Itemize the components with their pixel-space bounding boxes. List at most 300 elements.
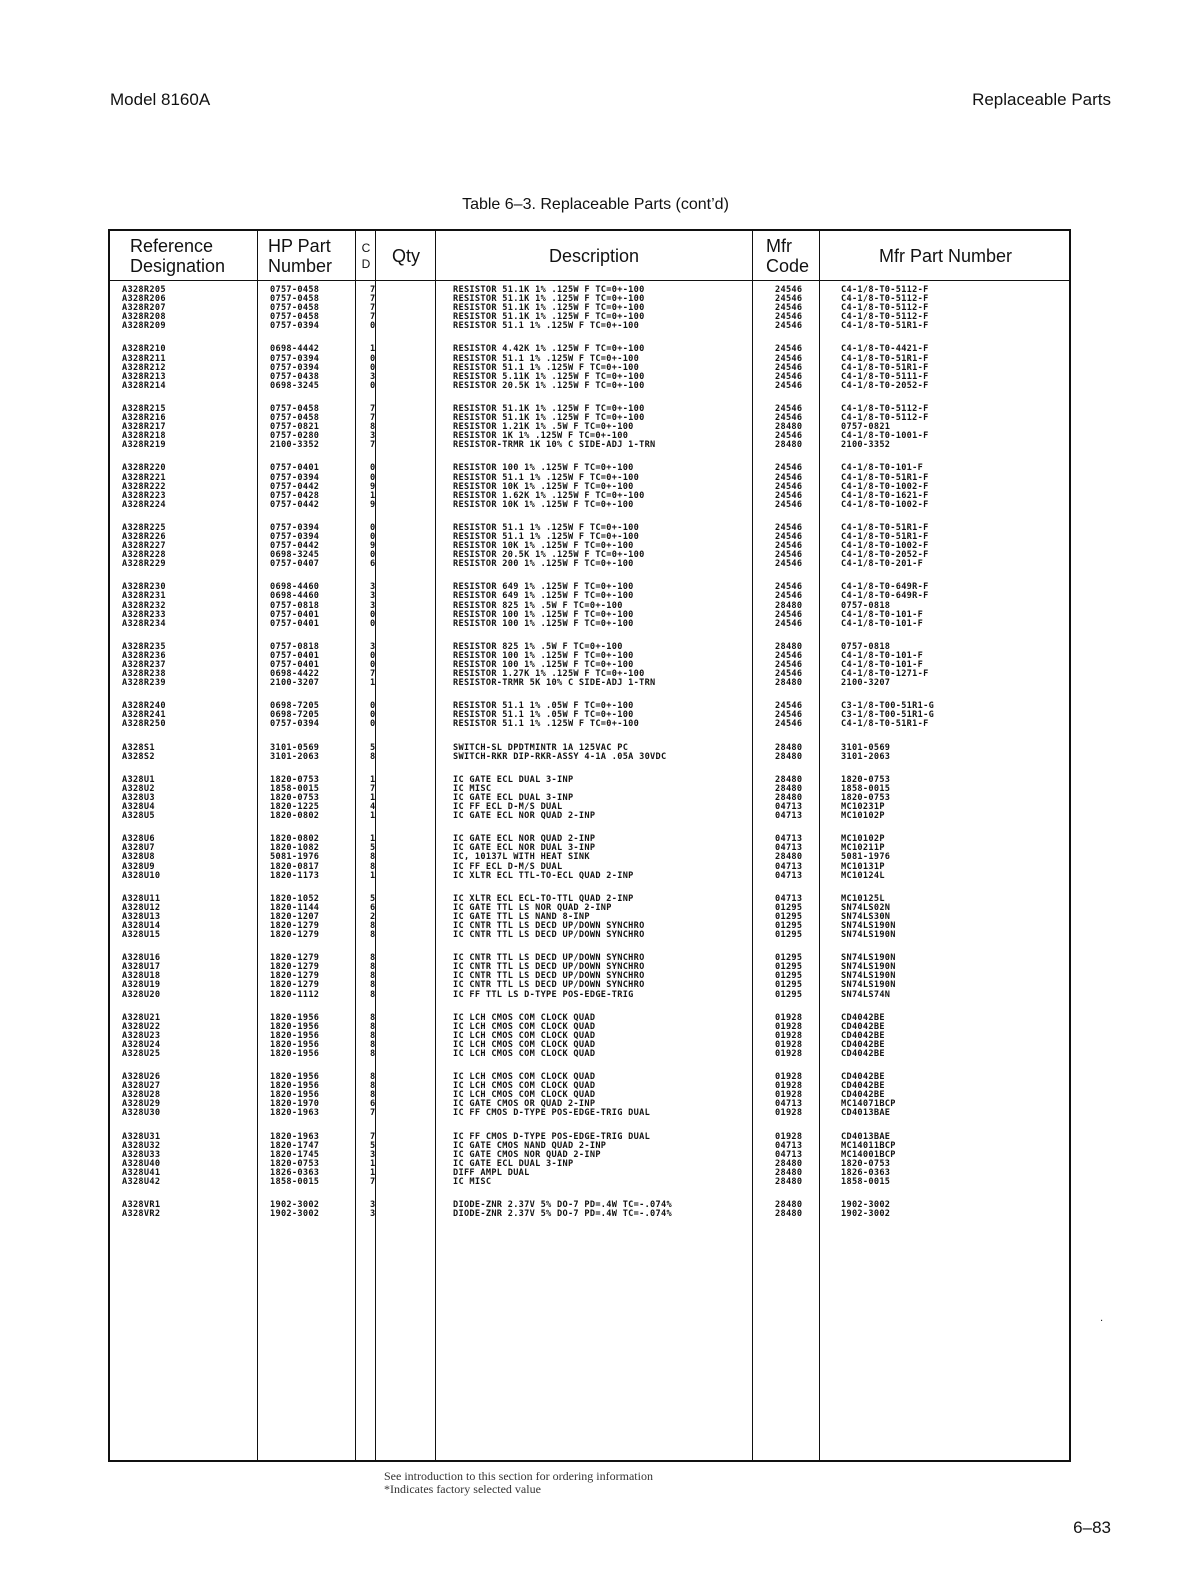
table-row bbox=[110, 1178, 1069, 1187]
mfr-code: 01928 bbox=[775, 1039, 803, 1050]
ref-designation: A328R232 bbox=[122, 600, 166, 611]
cd-digit: 0 bbox=[370, 522, 376, 533]
cd-digit: 1 bbox=[370, 344, 376, 355]
mfr-code: 01928 bbox=[775, 1030, 803, 1041]
mfr-code: 01295 bbox=[775, 911, 803, 922]
ref-designation: A328U32 bbox=[122, 1140, 161, 1151]
cd-digit: 6 bbox=[370, 902, 376, 913]
mfr-part-number: SN74LS190N bbox=[841, 920, 896, 931]
description: IC LCH CMOS COM CLOCK QUAD bbox=[453, 1012, 596, 1023]
description: RESISTOR 51.1K 1% .125W F TC=0+-100 bbox=[453, 285, 645, 295]
mfr-part-number: CD4042BE bbox=[841, 1030, 885, 1041]
hp-part-number: 1820-1279 bbox=[270, 930, 320, 941]
cd-digit: 4 bbox=[370, 802, 376, 813]
mfr-code: 01295 bbox=[775, 930, 803, 941]
mfr-code: 24546 bbox=[775, 719, 803, 730]
hp-part-number: 0757-0401 bbox=[270, 650, 320, 661]
ref-designation: A328R225 bbox=[122, 522, 166, 533]
description: RESISTOR 51.1 1% .125W F TC=0+-100 bbox=[453, 472, 640, 483]
col-header-ref-line2: Designation bbox=[130, 256, 226, 276]
table-row bbox=[110, 620, 1069, 629]
hp-part-number: 1820-1279 bbox=[270, 980, 320, 991]
description: IC GATE CMOS NAND QUAD 2-INP bbox=[453, 1140, 607, 1151]
hp-part-number: 1820-1082 bbox=[270, 843, 320, 854]
mfr-code: 28480 bbox=[775, 641, 803, 652]
cd-digit: 8 bbox=[370, 1030, 376, 1041]
col-header-desc-label: Description bbox=[548, 246, 640, 266]
hp-part-number: 0757-0458 bbox=[270, 285, 320, 295]
cd-digit: 8 bbox=[370, 1039, 376, 1050]
cd-digit: 8 bbox=[370, 1072, 376, 1083]
cd-digit: 7 bbox=[370, 669, 376, 680]
mfr-code: 24546 bbox=[775, 403, 803, 414]
mfr-part-number: SN74LS74N bbox=[841, 989, 891, 1000]
col-header-hp-part bbox=[268, 233, 332, 279]
mfr-part-number: CD4042BE bbox=[841, 1012, 885, 1023]
table-row bbox=[110, 853, 1069, 862]
description: RESISTOR-TRMR 5K 10% C SIDE-ADJ 1-TRN bbox=[453, 678, 656, 689]
parts-group bbox=[110, 835, 1069, 880]
hp-part-number: 1902-3002 bbox=[270, 1209, 320, 1220]
hp-part-number: 0757-0428 bbox=[270, 490, 320, 501]
table-row bbox=[110, 1160, 1069, 1169]
section-label: Replaceable Parts bbox=[972, 90, 1111, 109]
cd-digit: 7 bbox=[370, 1131, 376, 1142]
cd-digit: 0 bbox=[370, 710, 376, 721]
ref-designation: A328R217 bbox=[122, 422, 166, 433]
ref-designation: A328R234 bbox=[122, 618, 166, 629]
description: RESISTOR 100 1% .125W F TC=0+-100 bbox=[453, 609, 634, 620]
description: RESISTOR 4.42K 1% .125W F TC=0+-100 bbox=[453, 344, 645, 355]
description: RESISTOR 1.27K 1% .125W F TC=0+-100 bbox=[453, 669, 645, 680]
description: RESISTOR 100 1% .125W F TC=0+-100 bbox=[453, 463, 634, 474]
description: IC GATE ECL NOR QUAD 2-INP bbox=[453, 834, 596, 845]
description: IC LCH CMOS COM CLOCK QUAD bbox=[453, 1030, 596, 1041]
table-row bbox=[110, 1151, 1069, 1160]
ref-designation: A328U6 bbox=[122, 834, 155, 845]
mfr-part-number: MC10131P bbox=[841, 861, 885, 872]
cd-digit: 0 bbox=[370, 463, 376, 474]
mfr-part-number: MC14071BCP bbox=[841, 1099, 896, 1110]
hp-part-number: 0698-7205 bbox=[270, 710, 320, 721]
ref-designation: A328R229 bbox=[122, 559, 166, 570]
table-row bbox=[110, 753, 1069, 762]
mfr-code: 24546 bbox=[775, 312, 803, 323]
ref-designation: A328R224 bbox=[122, 499, 166, 510]
description: IC CNTR TTL LS DECD UP/DOWN SYNCHRO bbox=[453, 920, 645, 931]
description: RESISTOR 51.1 1% .125W F TC=0+-100 bbox=[453, 522, 640, 533]
hp-part-number: 5081-1976 bbox=[270, 852, 320, 863]
description: DIODE-ZNR 2.37V 5% DO-7 PD=.4W TC=-.074% bbox=[453, 1209, 672, 1220]
mfr-code: 24546 bbox=[775, 344, 803, 355]
cd-digit: 3 bbox=[370, 600, 376, 611]
col-header-mfr-part-number bbox=[820, 233, 1071, 279]
mfr-part-number: C4-1/8-T0-5112-F bbox=[841, 413, 929, 424]
description: RESISTOR 10K 1% .125W F TC=0+-100 bbox=[453, 481, 634, 492]
hp-part-number: 0757-0280 bbox=[270, 431, 320, 442]
description: IC LCH CMOS COM CLOCK QUAD bbox=[453, 1021, 596, 1032]
col-header-code-line1: Mfr bbox=[766, 236, 792, 256]
mfr-code: 24546 bbox=[775, 550, 803, 561]
description: IC GATE ECL DUAL 3-INP bbox=[453, 792, 574, 803]
cd-digit: 0 bbox=[370, 660, 376, 670]
ref-designation: A328VR1 bbox=[122, 1200, 161, 1211]
table-row bbox=[110, 560, 1069, 569]
description: DIFF AMPL DUAL bbox=[453, 1167, 530, 1178]
table-row bbox=[110, 679, 1069, 688]
ref-designation: A328R233 bbox=[122, 609, 166, 620]
col-header-cd-line2: D bbox=[361, 257, 371, 271]
ref-designation: A328U27 bbox=[122, 1081, 161, 1092]
ref-designation: A328S2 bbox=[122, 751, 155, 762]
cd-digit: 5 bbox=[370, 742, 376, 753]
parts-group bbox=[110, 286, 1069, 331]
mfr-code: 24546 bbox=[775, 541, 803, 552]
mfr-code: 24546 bbox=[775, 701, 803, 712]
stray-mark: · bbox=[1100, 1316, 1104, 1327]
table-row bbox=[110, 794, 1069, 803]
description: RESISTOR 51.1K 1% .125W F TC=0+-100 bbox=[453, 403, 645, 414]
parts-group bbox=[110, 954, 1069, 999]
ref-designation: A328R239 bbox=[122, 678, 166, 689]
mfr-code: 28480 bbox=[775, 1209, 803, 1220]
ref-designation: A328R228 bbox=[122, 550, 166, 561]
cd-digit: 3 bbox=[370, 1200, 376, 1211]
mfr-code: 24546 bbox=[775, 380, 803, 391]
description: IC FF ECL D-M/S DUAL bbox=[453, 802, 563, 813]
mfr-code: 24546 bbox=[775, 522, 803, 533]
hp-part-number: 3101-0569 bbox=[270, 742, 320, 753]
hp-part-number: 1858-0015 bbox=[270, 1177, 320, 1188]
mfr-code: 01928 bbox=[775, 1108, 803, 1119]
parts-group bbox=[110, 464, 1069, 509]
mfr-part-number: 1902-3002 bbox=[841, 1200, 891, 1211]
hp-part-number: 1820-1956 bbox=[270, 1081, 320, 1092]
mfr-code: 01295 bbox=[775, 971, 803, 982]
mfr-code: 01928 bbox=[775, 1072, 803, 1083]
mfr-code: 01928 bbox=[775, 1081, 803, 1092]
hp-part-number: 0757-0818 bbox=[270, 641, 320, 652]
mfr-code: 04713 bbox=[775, 1140, 803, 1151]
description: IC LCH CMOS COM CLOCK QUAD bbox=[453, 1049, 596, 1059]
parts-group bbox=[110, 776, 1069, 821]
ref-designation: A328R223 bbox=[122, 490, 166, 501]
cd-digit: 3 bbox=[370, 371, 376, 382]
ref-designation: A328R214 bbox=[122, 380, 166, 391]
cd-digit: 1 bbox=[370, 774, 376, 785]
hp-part-number: 1820-1279 bbox=[270, 953, 320, 964]
mfr-part-number: 1858-0015 bbox=[841, 1177, 891, 1188]
mfr-code: 24546 bbox=[775, 650, 803, 661]
mfr-part-number: C4-1/8-T0-1001-F bbox=[841, 431, 929, 442]
ref-designation: A328U24 bbox=[122, 1039, 161, 1050]
hp-part-number: 1820-1956 bbox=[270, 1072, 320, 1083]
mfr-part-number: SN74LS190N bbox=[841, 971, 896, 982]
description: IC FF ECL D-M/S DUAL bbox=[453, 861, 563, 872]
ref-designation: A328R218 bbox=[122, 431, 166, 442]
hp-part-number: 0757-0458 bbox=[270, 403, 320, 414]
header-divider bbox=[110, 280, 1069, 281]
description: IC MISC bbox=[453, 783, 492, 794]
ref-designation: A328U19 bbox=[122, 980, 161, 991]
hp-part-number: 0757-0394 bbox=[270, 531, 320, 542]
ref-designation: A328U29 bbox=[122, 1099, 161, 1110]
table-row bbox=[110, 872, 1069, 881]
description: IC, 10137L WITH HEAT SINK bbox=[453, 852, 590, 863]
ref-designation: A328U4 bbox=[122, 802, 155, 813]
cd-digit: 1 bbox=[370, 490, 376, 501]
cd-digit: 8 bbox=[370, 852, 376, 863]
model-label: Model 8160A bbox=[110, 90, 211, 109]
ref-designation: A328U9 bbox=[122, 861, 155, 872]
ref-designation: A328R220 bbox=[122, 463, 166, 474]
cd-digit: 8 bbox=[370, 980, 376, 991]
description: IC MISC bbox=[453, 1177, 492, 1188]
col-header-hp-line2: Number bbox=[268, 256, 333, 276]
parts-group bbox=[110, 643, 1069, 688]
description: IC LCH CMOS COM CLOCK QUAD bbox=[453, 1072, 596, 1083]
ref-designation: A328U21 bbox=[122, 1012, 161, 1023]
ref-designation: A328U12 bbox=[122, 902, 161, 913]
hp-part-number: 0757-0394 bbox=[270, 353, 320, 364]
mfr-code: 28480 bbox=[775, 774, 803, 785]
hp-part-number: 0757-0818 bbox=[270, 600, 320, 611]
hp-part-number: 2100-3352 bbox=[270, 440, 320, 451]
description: RESISTOR 51.1 1% .125W F TC=0+-100 bbox=[453, 362, 640, 373]
hp-part-number: 0757-0442 bbox=[270, 541, 320, 552]
ref-designation: A328U23 bbox=[122, 1030, 161, 1041]
hp-part-number: 1820-1956 bbox=[270, 1090, 320, 1101]
cd-digit: 6 bbox=[370, 559, 376, 570]
cd-digit: 7 bbox=[370, 294, 376, 305]
mfr-code: 01928 bbox=[775, 1131, 803, 1142]
mfr-code: 04713 bbox=[775, 870, 803, 881]
hp-part-number: 0698-4442 bbox=[270, 344, 320, 355]
ref-designation: A328S1 bbox=[122, 742, 155, 753]
mfr-part-number: C4-1/8-T0-101-F bbox=[841, 609, 924, 620]
description: IC LCH CMOS COM CLOCK QUAD bbox=[453, 1039, 596, 1050]
description: SWITCH-RKR DIP-RKR-ASSY 4-1A .05A 30VDC bbox=[453, 751, 667, 762]
description: IC XLTR ECL TTL-TO-ECL QUAD 2-INP bbox=[453, 870, 634, 881]
description: RESISTOR 10K 1% .125W F TC=0+-100 bbox=[453, 541, 634, 552]
mfr-code: 24546 bbox=[775, 499, 803, 510]
ref-designation: A328U22 bbox=[122, 1021, 161, 1032]
cd-digit: 0 bbox=[370, 531, 376, 542]
cd-digit: 8 bbox=[370, 953, 376, 964]
mfr-part-number: SN74LS190N bbox=[841, 962, 896, 973]
ref-designation: A328U41 bbox=[122, 1167, 161, 1178]
description: RESISTOR 51.1 1% .125W F TC=0+-100 bbox=[453, 531, 640, 542]
mfr-part-number: CD4013BAE bbox=[841, 1108, 891, 1119]
cd-digit: 3 bbox=[370, 591, 376, 602]
mfr-part-number: SN74LS30N bbox=[841, 911, 891, 922]
cd-digit: 3 bbox=[370, 1209, 376, 1220]
mfr-code: 24546 bbox=[775, 472, 803, 483]
cd-digit: 0 bbox=[370, 650, 376, 661]
ref-designation: A328R240 bbox=[122, 701, 166, 712]
cd-digit: 1 bbox=[370, 870, 376, 881]
table-row bbox=[110, 991, 1069, 1000]
mfr-part-number: C4-1/8-T0-51R1-F bbox=[841, 353, 929, 364]
mfr-part-number: C4-1/8-T0-101-F bbox=[841, 650, 924, 661]
table-row bbox=[110, 1169, 1069, 1178]
hp-part-number: 1820-1956 bbox=[270, 1030, 320, 1041]
parts-group bbox=[110, 1201, 1069, 1219]
cd-digit: 3 bbox=[370, 641, 376, 652]
cd-digit: 3 bbox=[370, 431, 376, 442]
hp-part-number: 0698-3245 bbox=[270, 550, 320, 561]
cd-digit: 7 bbox=[370, 440, 376, 451]
cd-digit: 0 bbox=[370, 353, 376, 364]
mfr-code: 04713 bbox=[775, 893, 803, 904]
hp-part-number: 0757-0407 bbox=[270, 559, 320, 570]
col-header-hp-line1: HP Part bbox=[268, 236, 331, 256]
description: RESISTOR 1.21K 1% .5W F TC=0+-100 bbox=[453, 422, 634, 433]
hp-part-number: 0757-0401 bbox=[270, 618, 320, 629]
description: RESISTOR 51.1K 1% .125W F TC=0+-100 bbox=[453, 294, 645, 305]
mfr-part-number: 1820-0753 bbox=[841, 792, 891, 803]
hp-part-number: 0757-0458 bbox=[270, 303, 320, 314]
table-row bbox=[110, 785, 1069, 794]
ref-designation: A328U14 bbox=[122, 920, 161, 931]
mfr-code: 24546 bbox=[775, 303, 803, 314]
parts-group bbox=[110, 744, 1069, 762]
description: RESISTOR 20.5K 1% .125W F TC=0+-100 bbox=[453, 380, 645, 391]
ref-designation: A328R208 bbox=[122, 312, 166, 323]
parts-group bbox=[110, 702, 1069, 729]
description: RESISTOR 100 1% .125W F TC=0+-100 bbox=[453, 660, 634, 670]
description: RESISTOR 5.11K 1% .125W F TC=0+-100 bbox=[453, 371, 645, 382]
mfr-code: 04713 bbox=[775, 843, 803, 854]
cd-digit: 3 bbox=[370, 582, 376, 593]
table-row bbox=[110, 931, 1069, 940]
description: RESISTOR 51.1 1% .125W F TC=0+-100 bbox=[453, 321, 640, 332]
table-row bbox=[110, 501, 1069, 510]
cd-digit: 9 bbox=[370, 481, 376, 492]
description: RESISTOR 825 1% .5W F TC=0+-100 bbox=[453, 641, 623, 652]
hp-part-number: 1820-1112 bbox=[270, 989, 320, 1000]
cd-digit: 0 bbox=[370, 618, 376, 629]
ref-designation: A328R209 bbox=[122, 321, 166, 332]
mfr-code: 24546 bbox=[775, 531, 803, 542]
mfr-part-number: CD4042BE bbox=[841, 1039, 885, 1050]
mfr-code: 04713 bbox=[775, 802, 803, 813]
cd-digit: 0 bbox=[370, 472, 376, 483]
mfr-part-number: C4-1/8-T0-51R1-F bbox=[841, 522, 929, 533]
table-row bbox=[110, 720, 1069, 729]
parts-group bbox=[110, 1073, 1069, 1118]
mfr-part-number: SN74LS190N bbox=[841, 980, 896, 991]
description: RESISTOR 100 1% .125W F TC=0+-100 bbox=[453, 618, 634, 629]
description: RESISTOR 51.1 1% .05W F TC=0+-100 bbox=[453, 710, 634, 721]
ref-designation: A328R230 bbox=[122, 582, 166, 593]
ref-designation: A328R207 bbox=[122, 303, 166, 314]
cd-digit: 8 bbox=[370, 930, 376, 941]
mfr-code: 28480 bbox=[775, 783, 803, 794]
mfr-part-number: C4-1/8-T0-5112-F bbox=[841, 294, 929, 305]
ref-designation: A328U10 bbox=[122, 870, 161, 881]
footnote-ordering: See introduction to this section for ordering information bbox=[384, 1469, 653, 1483]
mfr-part-number: 5081-1976 bbox=[841, 852, 891, 863]
mfr-code: 28480 bbox=[775, 422, 803, 433]
mfr-part-number: SN74LS02N bbox=[841, 902, 891, 913]
hp-part-number: 0757-0394 bbox=[270, 321, 320, 332]
hp-part-number: 0757-0394 bbox=[270, 522, 320, 533]
mfr-part-number: C4-1/8-T0-1002-F bbox=[841, 499, 929, 510]
cd-digit: 1 bbox=[370, 792, 376, 803]
ref-designation: A328U31 bbox=[122, 1131, 161, 1142]
hp-part-number: 1820-0753 bbox=[270, 774, 320, 785]
hp-part-number: 1826-0363 bbox=[270, 1167, 320, 1178]
mfr-part-number: C4-1/8-T0-649R-F bbox=[841, 582, 929, 593]
parts-group bbox=[110, 345, 1069, 390]
hp-part-number: 1820-1956 bbox=[270, 1012, 320, 1023]
mfr-part-number: C4-1/8-T0-5112-F bbox=[841, 285, 929, 295]
hp-part-number: 1820-0753 bbox=[270, 1158, 320, 1169]
mfr-code: 01928 bbox=[775, 1049, 803, 1059]
mfr-part-number: MC10102P bbox=[841, 811, 885, 822]
ref-designation: A328R216 bbox=[122, 413, 166, 424]
ref-designation: A328U1 bbox=[122, 774, 155, 785]
cd-digit: 8 bbox=[370, 920, 376, 931]
mfr-code: 24546 bbox=[775, 710, 803, 721]
col-header-qty-label: Qty bbox=[391, 246, 420, 266]
cd-digit: 5 bbox=[370, 843, 376, 854]
description: IC GATE ECL NOR DUAL 3-INP bbox=[453, 843, 596, 854]
ref-designation: A328U33 bbox=[122, 1149, 161, 1160]
mfr-part-number: CD4042BE bbox=[841, 1021, 885, 1032]
col-header-reference bbox=[130, 233, 225, 279]
hp-part-number: 1820-1279 bbox=[270, 971, 320, 982]
hp-part-number: 1820-1052 bbox=[270, 893, 320, 904]
description: RESISTOR 200 1% .125W F TC=0+-100 bbox=[453, 559, 634, 570]
cd-digit: 7 bbox=[370, 1108, 376, 1119]
hp-part-number: 1820-1745 bbox=[270, 1149, 320, 1160]
ref-designation: A328U25 bbox=[122, 1049, 161, 1059]
cd-digit: 7 bbox=[370, 403, 376, 414]
col-header-mfr-code bbox=[766, 233, 809, 279]
cd-digit: 0 bbox=[370, 362, 376, 373]
description: IC GATE TTL LS NOR QUAD 2-INP bbox=[453, 902, 612, 913]
mfr-code: 04713 bbox=[775, 811, 803, 822]
hp-part-number: 1820-1956 bbox=[270, 1021, 320, 1032]
mfr-part-number: C4-1/8-T0-4421-F bbox=[841, 344, 929, 355]
mfr-part-number: SN74LS190N bbox=[841, 953, 896, 964]
parts-group bbox=[110, 895, 1069, 940]
mfr-code: 28480 bbox=[775, 1177, 803, 1188]
description: RESISTOR 649 1% .125W F TC=0+-100 bbox=[453, 582, 634, 593]
ref-designation: A328U40 bbox=[122, 1158, 161, 1169]
description: IC LCH CMOS COM CLOCK QUAD bbox=[453, 1090, 596, 1101]
ref-designation: A328U20 bbox=[122, 989, 161, 1000]
ref-designation: A328U42 bbox=[122, 1177, 161, 1188]
mfr-part-number: 1858-0015 bbox=[841, 783, 891, 794]
mfr-code: 01295 bbox=[775, 953, 803, 964]
hp-part-number: 0757-0401 bbox=[270, 609, 320, 620]
table-row bbox=[110, 1210, 1069, 1219]
footnote-factory-selected: *Indicates factory selected value bbox=[384, 1482, 541, 1496]
hp-part-number: 0757-0401 bbox=[270, 463, 320, 474]
mfr-part-number: 2100-3207 bbox=[841, 678, 891, 689]
mfr-part-number: C4-1/8-T0-1271-F bbox=[841, 669, 929, 680]
hp-part-number: 1820-1747 bbox=[270, 1140, 320, 1151]
cd-digit: 9 bbox=[370, 541, 376, 552]
mfr-part-number: 2100-3352 bbox=[841, 440, 891, 451]
mfr-code: 24546 bbox=[775, 660, 803, 670]
mfr-code: 24546 bbox=[775, 285, 803, 295]
cd-digit: 7 bbox=[370, 783, 376, 794]
description: RESISTOR 1.62K 1% .125W F TC=0+-100 bbox=[453, 490, 645, 501]
